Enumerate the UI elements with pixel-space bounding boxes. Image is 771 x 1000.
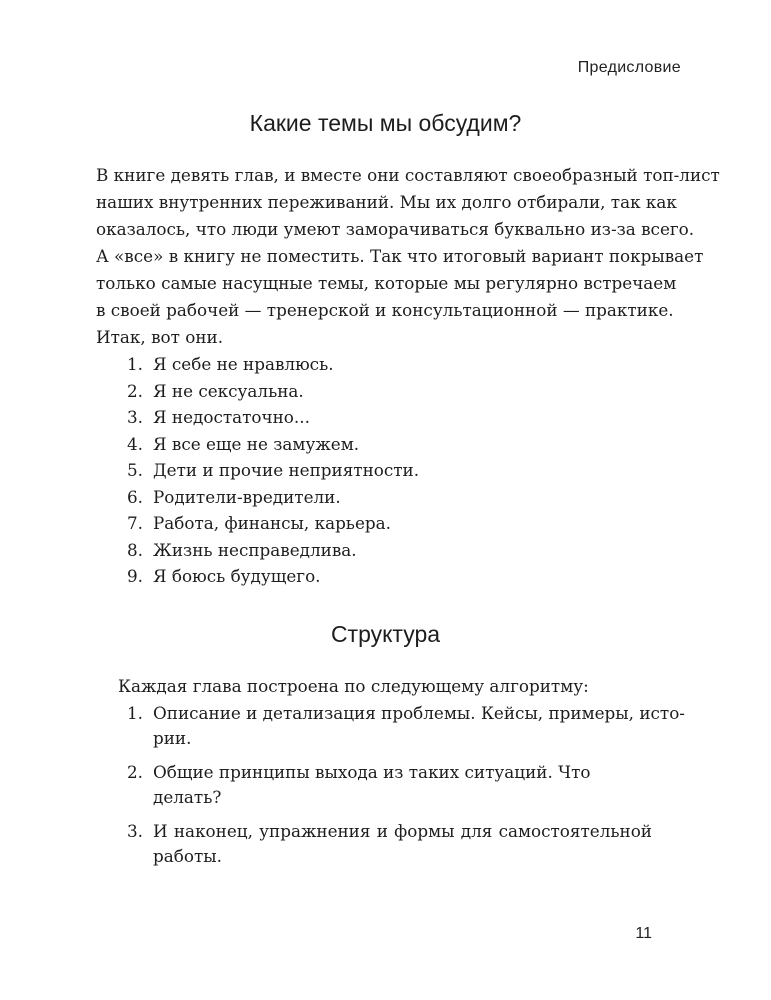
item-text-line: работы. (153, 846, 222, 866)
running-head: Предисловие (577, 59, 681, 76)
list-item (96, 457, 652, 484)
list-item (96, 701, 685, 751)
list-item (96, 819, 652, 869)
intro-paragraph (96, 162, 720, 351)
page-number: 11 (635, 925, 652, 942)
item-number: 4. (127, 433, 144, 454)
structure-heading: Структура (330, 621, 441, 647)
item-number: 2. (127, 762, 144, 782)
list-item (96, 563, 652, 590)
topics-heading: Какие темы мы обсудим? (249, 110, 522, 136)
structure-intro: Каждая глава построена по следующему алгоритму: (118, 676, 589, 696)
list-item (96, 760, 652, 810)
item-text: Дети и прочие неприятности. (153, 460, 420, 480)
item-text-line: рии. (153, 728, 192, 748)
paragraph-line: В книге девять глав, и вместе они составляют своеобразный топ-лист (96, 165, 720, 185)
item-text: Я недостаточно... (153, 407, 310, 427)
item-text-line: Общие принципы выхода из таких ситуаций. Что делать? (153, 762, 591, 807)
item-number: 6. (127, 486, 144, 507)
item-text-line: Описание и детализация проблемы. Кейсы, примеры, исто- (153, 703, 685, 723)
item-number: 5. (127, 460, 144, 480)
item-number: 1. (127, 703, 144, 723)
item-number: 8. (127, 539, 144, 560)
topics-list (96, 351, 652, 590)
item-number: 2. (127, 380, 144, 401)
item-text: Я все еще не замужем. (153, 433, 360, 454)
item-text: Я боюсь будущего. (153, 566, 321, 586)
item-text: Работа, финансы, карьера. (153, 513, 391, 533)
item-text: Жизнь несправедлива. (153, 539, 357, 560)
paragraph-line: А «все» в книгу не поместить. Так что итоговый вариант покрывает (96, 246, 704, 266)
item-text: Я не сексуальна. (153, 380, 304, 401)
item-number: 3. (127, 407, 144, 427)
list-item (96, 484, 652, 511)
item-number: 7. (127, 513, 144, 533)
item-number: 3. (127, 821, 144, 841)
list-item (96, 404, 652, 431)
paragraph-line: Итак, вот они. (96, 327, 224, 347)
list-item (96, 378, 652, 405)
item-text: Родители-вредители. (153, 486, 341, 507)
item-number: 1. (127, 354, 144, 374)
paragraph-line: наших внутренних переживаний. Мы их долго отбирали, так как (96, 192, 677, 212)
paragraph-line: оказалось, что люди умеют заморачиваться буквально из-за всего. (96, 219, 695, 239)
item-text: Я себе не нравлюсь. (153, 354, 334, 374)
item-number: 9. (127, 566, 144, 586)
list-item (96, 537, 652, 564)
structure-list (96, 701, 685, 878)
item-text-line: И наконец, упражнения и формы для самостоятельной (153, 821, 652, 841)
list-item (96, 351, 652, 378)
paragraph-line: в своей рабочей — тренерской и консультационной — практике. (96, 300, 674, 320)
list-item (96, 431, 652, 458)
list-item (96, 510, 652, 537)
paragraph-line: только самые насущные темы, которые мы регулярно встречаем (96, 273, 677, 293)
